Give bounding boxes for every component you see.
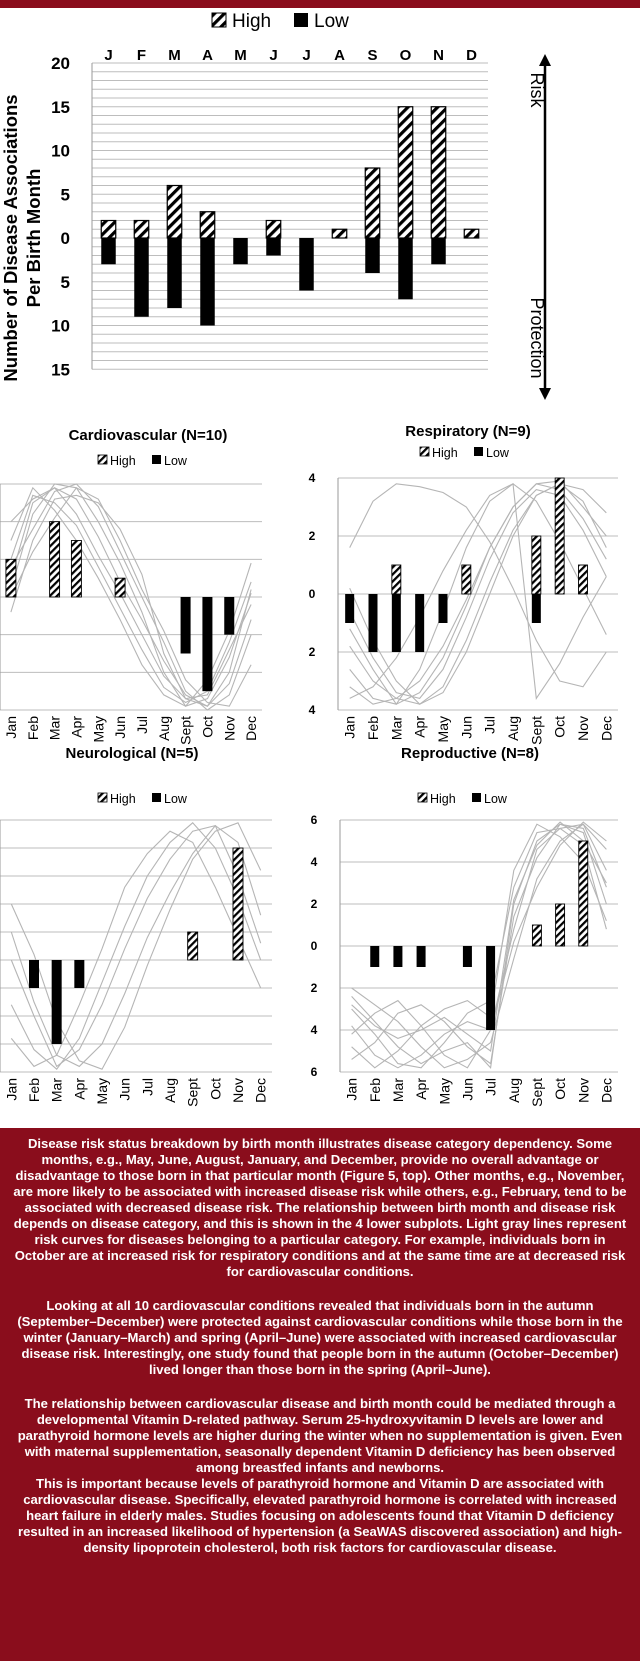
month-label: Sept — [528, 1078, 545, 1107]
y-tick-label: 0 — [308, 587, 316, 601]
legend-high-label: High — [430, 792, 456, 806]
y-tick-label: 6 — [310, 813, 318, 827]
month-label: N — [433, 47, 444, 64]
risk-curve — [352, 822, 607, 1051]
month-label: Aug — [505, 716, 521, 741]
legend-low-label: Low — [314, 11, 349, 32]
y-tick-label: 2 — [310, 897, 318, 911]
low-bar — [369, 594, 378, 652]
overall-legend — [212, 11, 349, 32]
risk-label: Risk — [527, 72, 547, 108]
overall-bars — [101, 107, 479, 326]
protection-label: Protection — [527, 297, 547, 379]
low-bar — [393, 946, 402, 967]
month-label: Feb — [26, 1078, 42, 1103]
month-label: Dec — [598, 716, 615, 741]
low-bar — [134, 238, 149, 317]
y-tick-label: 20 — [51, 54, 70, 73]
high-bar — [50, 522, 60, 597]
risk-curve — [352, 828, 607, 1067]
risk-curve — [11, 823, 260, 1069]
figure-caption — [0, 1128, 640, 1661]
month-label: Apr — [413, 1078, 430, 1100]
month-label: Nov — [575, 1078, 592, 1103]
subplot-legend — [98, 454, 188, 468]
legend-high-swatch — [212, 13, 226, 27]
month-label: Oct — [552, 1078, 569, 1100]
overall-birth-month-chart — [0, 8, 640, 408]
y-tick-label: 15 — [51, 360, 70, 380]
legend-low-label: Low — [164, 454, 187, 468]
caption-paragraph-1: Disease risk status breakdown by birth month illustrates disease category dependency. Some months, e.g., May, June, August, January, and December, provide no overall advantage or disadvantage to those born in that particular month (Figure 5, top). Other months, e.g., November, are more likely to be associated with increased disease risk while others, e.g., February, tend to be associated with decreased disease risk. The relationship between birth month and disease risk depends on disease category, and this is shown in the 4 lower subplots. Light gray lines represent risk curves for diseases belonging to a particular category. For example, individuals born in October are at increased risk for respiratory conditions and at the same time are at decreased risk for cardiovascular conditions. — [13, 1136, 627, 1279]
subplot-month-labels — [3, 716, 259, 745]
subplot-bars — [345, 478, 587, 652]
low-bar — [439, 594, 448, 623]
low-bar — [365, 238, 380, 273]
high-bar — [555, 478, 564, 594]
subplot-legend — [418, 792, 508, 806]
subplot-y-ticks — [311, 813, 318, 1079]
legend-high-label: High — [110, 792, 136, 806]
risk-curve — [352, 824, 607, 1063]
high-bar — [101, 221, 116, 239]
subplot-title: Cardiovascular (N=10) — [68, 427, 228, 444]
month-label: May — [94, 1078, 110, 1105]
legend-high-label: High — [232, 11, 272, 32]
caption-paragraph-2: Looking at all 10 cardiovascular conditions revealed that individuals born in the autumn (September–December) were protected against cardiovascular conditions while those born in the winter (January–March) and spring (April–June) were associated with increased cardiovascular disease risk. Interestingly, one study found that people born in the autumn (October–December) lived longer than those born in the spring (April–June). — [17, 1298, 623, 1377]
top-banner — [0, 0, 640, 8]
low-bar — [370, 946, 379, 967]
low-bar — [398, 238, 413, 299]
y-tick-label: 2 — [308, 529, 316, 543]
low-bar — [52, 960, 62, 1044]
high-bar — [233, 848, 243, 960]
legend-low-swatch — [294, 13, 308, 27]
y-tick-label: 15 — [51, 97, 70, 117]
y-tick-label: 4 — [308, 471, 316, 485]
month-label: Aug — [505, 1078, 522, 1103]
neurological-subplot — [0, 745, 300, 1128]
month-label: Sept — [528, 716, 545, 745]
month-label: Feb — [366, 1078, 383, 1103]
month-label: Jul — [482, 1078, 499, 1096]
high-bar — [71, 541, 81, 598]
month-label: Jul — [139, 1078, 156, 1096]
high-bar — [167, 186, 182, 239]
high-bar — [200, 212, 215, 238]
month-label: Nov — [221, 716, 238, 741]
risk-curve — [11, 488, 251, 699]
subplot-title: Respiratory (N=9) — [405, 423, 531, 440]
low-bar — [266, 238, 281, 256]
month-label: O — [399, 47, 412, 64]
high-bar — [332, 229, 347, 238]
month-label: Sept — [184, 1078, 201, 1107]
y-tick-label: 10 — [51, 141, 70, 161]
y-tick-label: 4 — [310, 1023, 318, 1037]
month-label: Feb — [24, 716, 41, 741]
month-label: Mar — [46, 716, 63, 741]
legend-low-label: Low — [486, 446, 509, 460]
y-tick-label: 10 — [51, 316, 70, 336]
overall-gridlines — [92, 63, 488, 369]
high-bar — [579, 841, 588, 946]
month-label: Feb — [365, 716, 381, 741]
high-bar — [392, 565, 401, 594]
month-label: M — [168, 47, 181, 64]
month-label: M — [234, 47, 247, 64]
low-bar — [532, 594, 541, 623]
high-bar — [579, 565, 588, 594]
subplot-gridlines — [0, 820, 272, 1072]
month-label: Jul — [133, 716, 150, 734]
high-bar — [115, 578, 125, 597]
subplot-title: Neurological (N=5) — [65, 745, 199, 762]
high-bar — [134, 221, 149, 239]
subplot-month-labels — [3, 1078, 268, 1107]
risk-curve — [11, 826, 260, 1067]
month-label: Mar — [388, 716, 405, 741]
low-bar — [202, 597, 212, 691]
month-label: S — [367, 47, 378, 64]
high-bar — [6, 559, 16, 597]
month-label: J — [302, 47, 311, 64]
caption-paragraph-3: The relationship between cardiovascular disease and birth month could be mediated through a developmental Vitamin D-related pathway. Serum 25-hydroxyvitamin D levels are lower and parathyroid hormone levels are higher during the winter when no supplementation is given. Even with maternal supplementation, seasonally dependent Vitamin D deficiency has been observed among breastfed infants and newborns. This is important because levels of parathyroid hormone and Vitamin D are associated with cardiovascular disease. Specifically, elevated parathyroid hormone is correlated with increased heart failure in elderly males. Studies focusing on adolescents found that Vitamin D deficiency resulted in an increased likelihood of hypertension (a SeaWAS discovered association) and high-density lipoprotein cholesterol, both risk factors for cardiovascular disease. — [17, 1396, 623, 1555]
month-label: Jan — [343, 1078, 360, 1101]
legend-high-swatch — [98, 455, 107, 464]
legend-high-swatch — [420, 447, 429, 456]
subplot-risk-curves — [11, 823, 260, 1069]
high-bar — [464, 229, 479, 238]
legend-low-swatch — [474, 447, 483, 456]
subplot-bars — [6, 522, 234, 691]
high-bar — [532, 536, 541, 594]
month-label: A — [334, 47, 345, 64]
month-label: Aug — [162, 1078, 178, 1103]
overall-y-axis-label-line2: Per Birth Month — [23, 168, 44, 308]
reproductive-subplot — [300, 745, 640, 1128]
high-bar — [365, 168, 380, 238]
month-label: D — [466, 47, 477, 64]
month-label: May — [436, 1078, 453, 1105]
subplot-y-ticks — [309, 471, 316, 717]
legend-high-swatch — [98, 793, 107, 802]
subplot-bars — [370, 841, 588, 1030]
month-label: Nov — [230, 1078, 246, 1103]
risk-curve — [350, 481, 607, 704]
high-bar — [398, 107, 413, 238]
y-tick-label: 5 — [60, 272, 70, 292]
risk-curve — [11, 495, 251, 702]
month-label: Oct — [199, 716, 216, 738]
y-tick-label: 5 — [60, 185, 70, 205]
month-label: Sept — [177, 716, 194, 745]
month-label: Jan — [2, 716, 19, 739]
low-bar — [299, 238, 314, 291]
month-label: Jun — [112, 716, 129, 739]
low-bar — [431, 238, 446, 264]
subplot-legend — [420, 446, 510, 460]
y-tick-label: 2 — [310, 981, 318, 995]
y-tick-label: 0 — [60, 229, 70, 248]
month-label: Jun — [116, 1078, 133, 1101]
month-label: Jan — [341, 716, 358, 739]
month-label: Jan — [3, 1078, 20, 1101]
legend-low-swatch — [152, 455, 161, 464]
subplot-risk-curves — [350, 481, 607, 704]
month-label: J — [269, 47, 278, 64]
low-bar — [224, 597, 234, 635]
overall-y-tick-labels — [51, 54, 70, 379]
month-label: Dec — [252, 1078, 269, 1103]
legend-low-swatch — [152, 793, 161, 802]
y-tick-label: 4 — [310, 855, 318, 869]
month-label: Dec — [243, 716, 260, 741]
low-bar — [392, 594, 401, 652]
low-bar — [415, 594, 424, 652]
overall-y-axis-label-line1: Number of Disease Associations — [0, 94, 21, 382]
high-bar — [532, 925, 541, 946]
high-bar — [266, 221, 281, 239]
overall-month-labels — [104, 47, 477, 64]
subplot-legend — [98, 792, 188, 806]
y-tick-label: 2 — [308, 645, 316, 659]
high-bar — [462, 565, 471, 594]
subplot-month-labels — [344, 1078, 615, 1107]
low-bar — [345, 594, 354, 623]
low-bar — [101, 238, 116, 264]
subplot-title: Reproductive (N=8) — [401, 745, 539, 762]
month-label: Apr — [71, 1078, 88, 1100]
low-bar — [167, 238, 182, 308]
legend-high-swatch — [418, 793, 427, 802]
legend-low-label: Low — [164, 792, 187, 806]
month-label: Jun — [459, 1078, 476, 1101]
high-bar — [431, 107, 446, 238]
month-label: Apr — [68, 716, 85, 738]
y-tick-label: 4 — [308, 703, 316, 717]
month-label: Nov — [575, 716, 591, 741]
month-label: Jul — [481, 716, 498, 734]
low-bar — [417, 946, 426, 967]
month-label: May — [435, 716, 451, 743]
low-bar — [233, 238, 248, 264]
month-label: Oct — [551, 716, 568, 738]
risk-curve — [11, 823, 260, 1069]
low-bar — [181, 597, 191, 654]
month-label: Mar — [48, 1078, 65, 1103]
low-bar — [200, 238, 215, 326]
month-label: Apr — [411, 716, 428, 738]
month-label: A — [202, 47, 213, 64]
month-label: Jun — [458, 716, 475, 739]
respiratory-subplot — [300, 418, 640, 758]
cardiovascular-subplot — [0, 418, 300, 758]
low-bar — [463, 946, 472, 967]
legend-high-label: High — [110, 454, 136, 468]
subplot-month-labels — [342, 716, 615, 745]
month-label: Oct — [207, 1078, 224, 1100]
high-bar — [556, 904, 565, 946]
risk-curve — [350, 484, 607, 687]
legend-low-label: Low — [484, 792, 507, 806]
low-bar — [74, 960, 84, 988]
low-bar — [486, 946, 495, 1030]
y-tick-label: 0 — [310, 939, 318, 953]
month-label: May — [90, 716, 107, 743]
risk-curve — [352, 822, 607, 1068]
month-label: Mar — [389, 1078, 406, 1103]
y-tick-label: 6 — [310, 1065, 318, 1079]
low-bar — [29, 960, 39, 988]
month-label: Dec — [598, 1078, 615, 1103]
legend-low-swatch — [472, 793, 481, 802]
legend-high-label: High — [432, 446, 458, 460]
risk-curve — [11, 826, 260, 1067]
subplot-risk-curves — [352, 822, 607, 1068]
high-bar — [188, 932, 198, 960]
month-label: Aug — [155, 716, 172, 741]
month-label: F — [136, 47, 147, 64]
month-label: J — [104, 47, 113, 64]
